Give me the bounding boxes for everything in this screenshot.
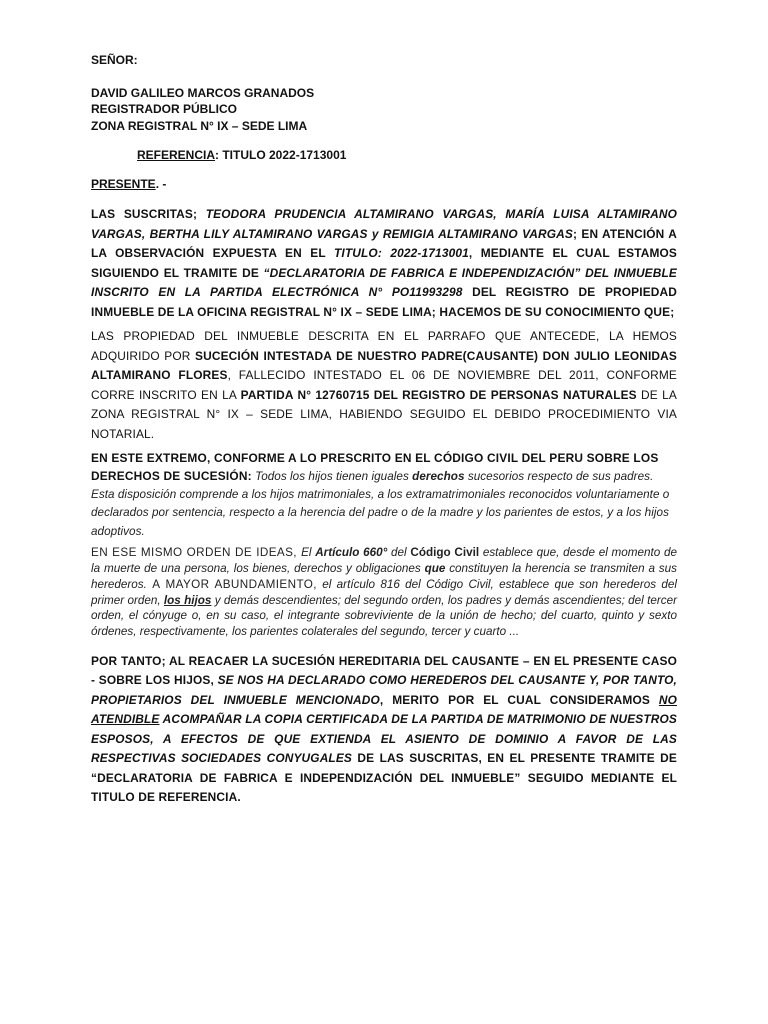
reference-value: : TITULO 2022-1713001 xyxy=(215,148,347,162)
paragraph-article-660 xyxy=(91,545,677,640)
quote-run: Todos los hijos tienen iguales xyxy=(251,470,413,483)
paragraph-intro xyxy=(91,205,677,322)
text-run: , MEDIANTE EL CUAL ESTAMOS SIGUIENDO EL TRAMITE DE xyxy=(91,246,677,280)
text-run: DE LAS SUSCRITAS, EN EL PRESENTE TRAMITE DE “DECLARATORIA DE FABRICA E INDEPENDIZACIÓN DEL INMUEBLE” SEGUIDO MEDIANTE EL TITULO DE REFERENCIA. xyxy=(91,751,677,805)
que-run: que xyxy=(424,561,446,575)
presente-line xyxy=(91,177,677,191)
text-run: A MAYOR ABUNDAMIENTO, xyxy=(152,577,317,591)
title-number-run: TITULO: 2022-1713001 xyxy=(334,246,469,260)
text-run: POR TANTO; AL REACAER LA SUCESIÓN HEREDITARIA DEL CAUSANTE – EN EL PRESENTE CASO - SOBRE LOS HIJOS, xyxy=(91,653,677,688)
text-run: constituyen la herencia se transmiten a sus herederos. xyxy=(91,561,677,591)
succession-run: SUCECIÓN INTESTADA DE NUESTRO PADRE(CAUSANTE) DON JULIO LEONIDAS ALTAMIRANO FLORES xyxy=(91,348,677,382)
names-run: TEODORA PRUDENCIA ALTAMIRANO VARGAS, MARÍA LUISA ALTAMIRANO VARGAS, BERTHA LILY ALTAMIRANO VARGAS y REMIGIA ALTAMIRANO VARGAS xyxy=(91,207,677,241)
paragraph-civil-code xyxy=(91,449,677,540)
addressee-role: REGISTRADOR PÚBLICO xyxy=(91,102,238,116)
paragraph-conclusion xyxy=(91,652,677,808)
procedure-run: “DECLARATORIA DE FABRICA E INDEPENDIZACIÓN” DEL INMUEBLE INSCRITO EN LA PARTIDA ELECTRÓNICA N° PO11993298 xyxy=(91,265,677,299)
text-run: EN ESE MISMO ORDEN DE IDEAS, xyxy=(91,545,302,559)
salutation: SEÑOR: xyxy=(91,53,138,67)
quote-bold-run: derechos xyxy=(412,470,465,483)
reference-line xyxy=(91,148,677,162)
hijos-run: los hijos xyxy=(163,593,212,607)
no-atendible-run: NO ATENDIBLE xyxy=(91,692,677,727)
request-run: ACOMPAÑAR LA COPIA CERTIFICADA DE LA PARTIDA DE MATRIMONIO DE NUESTROS ESPOSOS, A EFECTOS DE QUE EXTIENDA EL ASIENTO DE DOMINIO A FAVOR DE LAS RESPECTIVAS SOCIEDADES CONYUGALES xyxy=(91,712,677,766)
text-run: , MERITO POR EL CUAL CONSIDERAMOS xyxy=(379,692,659,707)
article-run: Artículo 660° xyxy=(315,545,388,559)
text-run: LAS SUSCRITAS; xyxy=(91,207,206,221)
partida-run: PARTIDA N° 12760715 DEL REGISTRO DE PERSONAS NATURALES xyxy=(240,387,637,402)
quote-run: sucesorios respecto de sus padres. Esta disposición comprende a los hijos matrimoniales, a los extramatrimoniales reconocidos voluntariamente o declarados por sentencia, respecto a la herencia del padre o de la madre y los parientes de estos, y a los hijos adoptivos. xyxy=(91,470,670,538)
paragraph-acquisition xyxy=(91,327,677,444)
text-run: del xyxy=(387,545,411,559)
text-run: , FALLECIDO INTESTADO EL 06 DE NOVIEMBRE DEL 2011, CONFORME CORRE INSCRITO EN LA xyxy=(91,368,678,402)
text-run: establece que, desde el momento de la muerte de una persona, los bienes, derechos y obligaciones xyxy=(91,545,677,575)
presente-label: PRESENTE xyxy=(91,177,156,191)
text-run: el artículo 816 del Código Civil, establece que son herederos del primer orden, xyxy=(91,577,677,607)
addressee-name: DAVID GALILEO MARCOS GRANADOS xyxy=(91,85,315,100)
text-run: EN ESTE EXTREMO, CONFORME A LO PRESCRITO EN EL CÓDIGO CIVIL DEL PERU SOBRE LOS DERECHOS DE SUCESIÓN: xyxy=(91,451,659,483)
spacer xyxy=(91,69,677,85)
text-run: y demás descendientes; del segundo orden, los padres y demás ascendientes; del tercer orden, el cónyuge o, en su caso, el integrante sobreviviente de la unión de hecho; del cuarto, quinto y sexto órdenes, respectivamente, los parientes colaterales del segundo, tercer y cuarto ... xyxy=(91,593,677,639)
reference-label: REFERENCIA xyxy=(137,148,216,162)
code-run: Código Civil xyxy=(410,545,480,559)
text-run: ; EN ATENCIÓN A LA OBSERVACIÓN EXPUESTA EN EL xyxy=(91,226,677,260)
presente-suffix: . - xyxy=(155,177,167,191)
text-run: DE LA ZONA REGISTRAL N° IX – SEDE LIMA, HABIENDO SEGUIDO EL DEBIDO PROCEDIMIENTO VIA NOTARIAL. xyxy=(91,387,677,441)
text-run: El xyxy=(301,545,316,559)
addressee-zone: ZONA REGISTRAL N° IX – SEDE LIMA xyxy=(91,118,308,133)
text-run: LAS PROPIEDAD DEL INMUEBLE DESCRITA EN EL PARRAFO QUE ANTECEDE, LA HEMOS ADQUIRIDO POR xyxy=(91,329,677,363)
text-run: DEL REGISTRO DE PROPIEDAD INMUEBLE DE LA OFICINA REGISTRAL N° IX – SEDE LIMA; HACEMOS DE SU CONOCIMIENTO QUE; xyxy=(91,285,677,319)
heirs-run: SE NOS HA DECLARADO COMO HEREDEROS DEL CAUSANTE Y, POR TANTO, PROPIETARIOS DEL INMUEBLE MENCIONADO xyxy=(91,673,677,707)
